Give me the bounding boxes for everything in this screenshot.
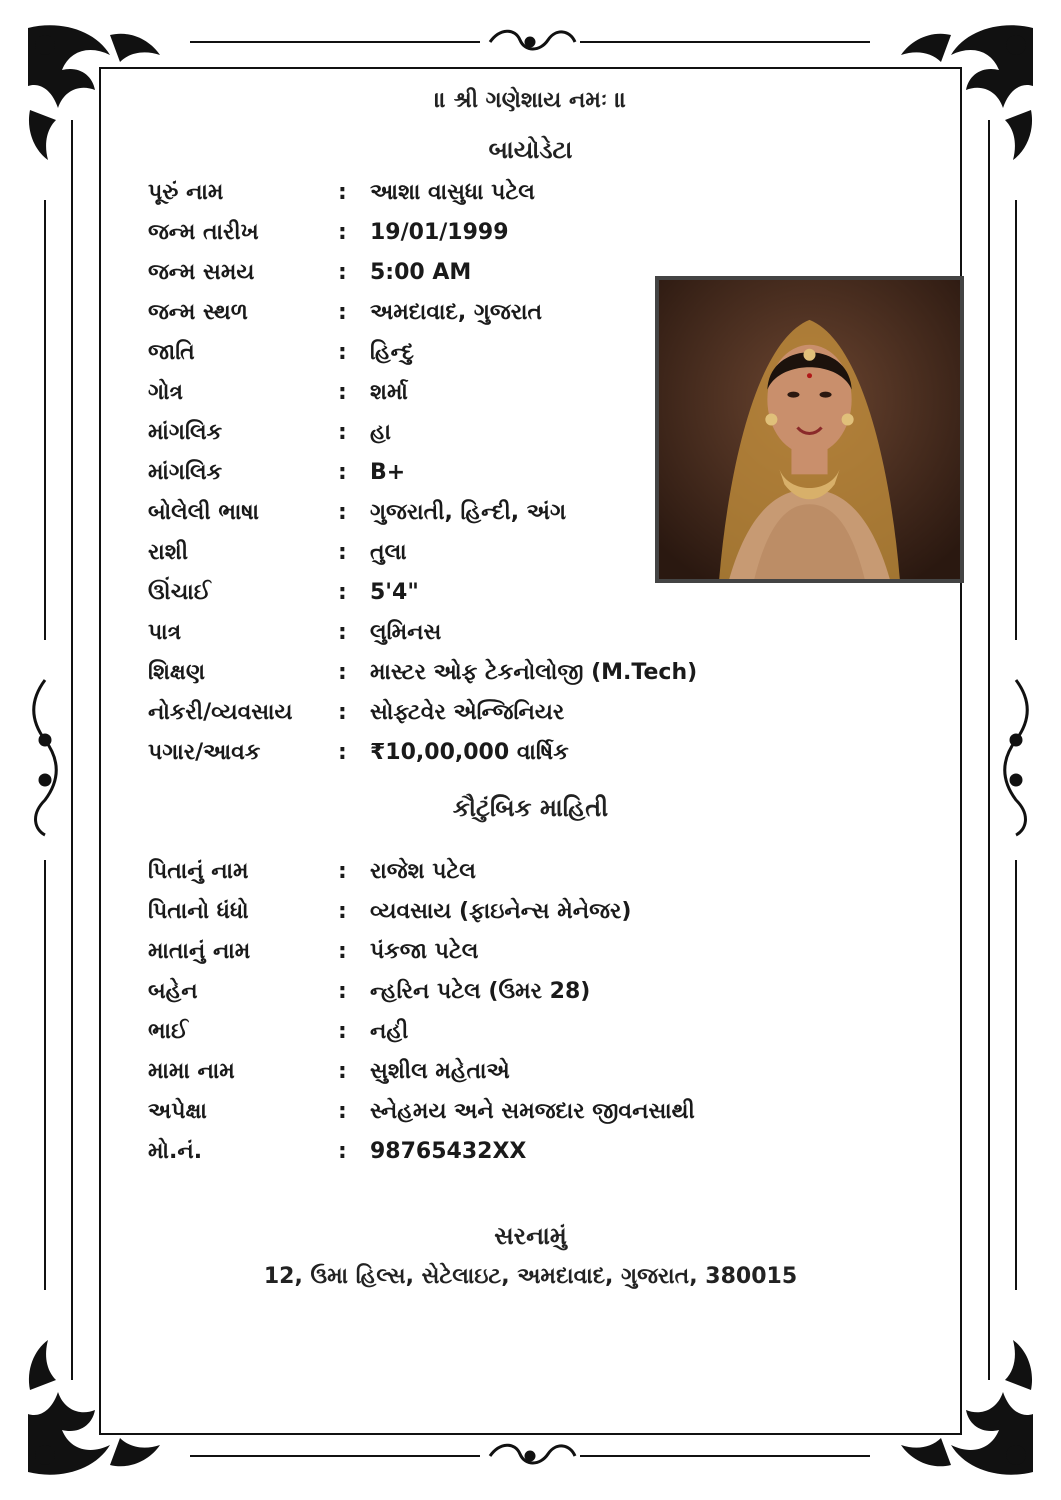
address-text: 12, ઉમા હિલ્સ, સેટેલાઇટ, અમદાવાદ, ગુજરાત, 380015	[263, 1264, 798, 1289]
field-colon: :	[338, 219, 347, 245]
field-colon: :	[338, 459, 347, 485]
field-value: 5'4"	[370, 579, 419, 605]
field-label: પાત્ર	[148, 619, 182, 645]
field-row-brother	[148, 1011, 848, 1051]
field-colon: :	[338, 1138, 347, 1164]
profile-photo	[655, 276, 964, 583]
center-flourish-bottom	[490, 1445, 575, 1463]
field-label: જન્મ સમય	[148, 259, 255, 285]
field-label: માતાનું નામ	[148, 938, 251, 964]
family-details	[148, 851, 848, 1171]
field-value: માસ્ટર ઓફ ટેકનોલોજી (M.Tech)	[370, 659, 698, 685]
field-value: ન્હરિન પટેલ (ઉમર 28)	[370, 978, 591, 1004]
field-colon: :	[338, 1098, 347, 1124]
field-colon: :	[338, 499, 347, 525]
field-row-birth-date	[148, 212, 768, 252]
field-value: સુશીલ મહેતાએ	[370, 1058, 510, 1084]
field-colon: :	[338, 1018, 347, 1044]
field-row-occupation	[148, 692, 768, 732]
field-label: માંગલિક	[148, 459, 223, 485]
field-value: સોફ્ટવેર એન્જિનિયર	[370, 699, 565, 725]
field-row-expectation	[148, 1091, 848, 1131]
field-label: નોકરી/વ્યવસાય	[148, 699, 293, 725]
field-colon: :	[338, 739, 347, 765]
field-colon: :	[338, 978, 347, 1004]
field-value: ₹10,00,000 વાર્ષિક	[370, 739, 569, 765]
field-row-full-name	[148, 172, 768, 212]
field-label: પૂરું નામ	[148, 179, 224, 205]
field-label: બોલેલી ભાષા	[148, 499, 260, 525]
field-colon: :	[338, 579, 347, 605]
field-label: મો.નં.	[148, 1138, 203, 1164]
center-flourish-top	[490, 31, 575, 49]
address-section-title: સરનામું	[494, 1222, 567, 1250]
family-section-title: કૌટુંબિક માહિતી	[452, 794, 609, 822]
field-value: હિન્દુ	[370, 339, 414, 365]
field-label: માંગલિક	[148, 419, 223, 445]
field-value: તુલા	[370, 539, 407, 565]
field-value: વ્યવસાય (ફાઇનેન્સ મેનેજર)	[370, 898, 632, 924]
field-label: પિતાનો ધંધો	[148, 898, 249, 924]
field-colon: :	[338, 299, 347, 325]
field-value: B+	[370, 459, 406, 485]
field-label: શિક્ષણ	[148, 659, 206, 685]
field-value: શર્મા	[370, 379, 408, 405]
field-label: ઊંચાઈ	[148, 579, 211, 605]
field-colon: :	[338, 858, 347, 884]
field-label: રાશી	[148, 539, 189, 565]
field-colon: :	[338, 898, 347, 924]
field-label: જન્મ તારીખ	[148, 219, 259, 245]
field-colon: :	[338, 1058, 347, 1084]
field-colon: :	[338, 539, 347, 565]
field-colon: :	[338, 179, 347, 205]
field-value: 5:00 AM	[370, 259, 472, 285]
field-value: ગુજરાતી, હિન્દી, અંગ	[370, 499, 567, 525]
field-colon: :	[338, 699, 347, 725]
field-label: જાતિ	[148, 339, 195, 365]
field-label: ભાઈ	[148, 1018, 188, 1044]
field-row-sister	[148, 971, 848, 1011]
field-value: સ્નેહમય અને સમજદાર જીવનસાથી	[370, 1098, 695, 1124]
bride-portrait-icon	[659, 280, 960, 579]
field-label: જન્મ સ્થળ	[148, 299, 248, 325]
field-row-education	[148, 652, 768, 692]
field-colon: :	[338, 419, 347, 445]
field-label: બહેન	[148, 978, 198, 1004]
field-row-maternal-uncle	[148, 1051, 848, 1091]
field-colon: :	[338, 619, 347, 645]
field-value: રાજેશ પટેલ	[370, 858, 476, 884]
field-value: લુમિનસ	[370, 619, 442, 645]
field-label: પગાર/આવક	[148, 739, 261, 765]
corner-ornament-bottom-left	[28, 1340, 160, 1475]
field-row-income	[148, 732, 768, 772]
field-value: આશા વાસુધા પટેલ	[370, 179, 535, 205]
invocation-heading: ॥ શ્રી ગણેશાય નમઃ ॥	[434, 88, 627, 113]
field-value: 19/01/1999	[370, 219, 509, 245]
field-value: નહી	[370, 1018, 409, 1044]
corner-ornament-bottom-right	[901, 1340, 1033, 1475]
page-title: બાયોડેટા	[488, 136, 573, 164]
field-label: ગોત્ર	[148, 379, 184, 405]
field-value: હા	[370, 419, 392, 445]
field-colon: :	[338, 659, 347, 685]
field-label: પિતાનું નામ	[148, 858, 249, 884]
field-row-character	[148, 612, 768, 652]
field-colon: :	[338, 259, 347, 285]
field-label: મામા નામ	[148, 1058, 235, 1084]
field-value: પંકજા પટેલ	[370, 938, 479, 964]
field-colon: :	[338, 379, 347, 405]
field-row-mobile	[148, 1131, 848, 1171]
field-row-father-name	[148, 851, 848, 891]
field-value: 98765432XX	[370, 1138, 527, 1164]
field-label: અપેક્ષા	[148, 1098, 207, 1124]
field-row-father-occupation	[148, 891, 848, 931]
field-colon: :	[338, 339, 347, 365]
field-colon: :	[338, 938, 347, 964]
field-value: અમદાવાદ, ગુજરાત	[370, 299, 543, 325]
field-row-mother-name	[148, 931, 848, 971]
